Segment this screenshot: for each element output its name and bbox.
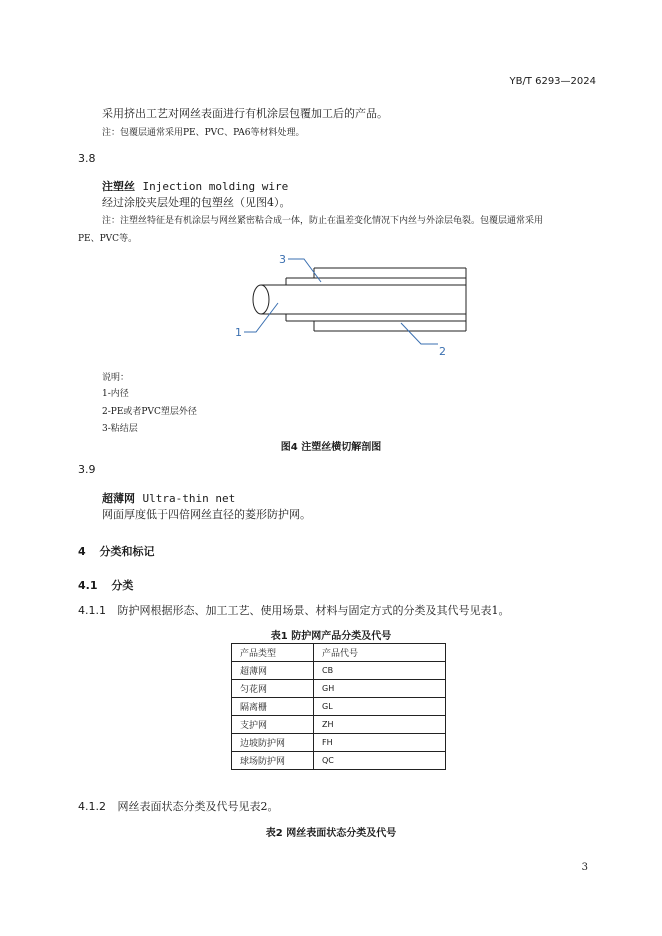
product-type-cell: 超薄网 [232, 662, 314, 680]
callout-1-label: 1 [235, 326, 242, 339]
section-4-1-number: 4.1 [78, 579, 98, 592]
section-4-1-heading [78, 577, 133, 593]
definition-3-9: 网面厚度低于四倍网丝直径的菱形防护网。 [102, 508, 311, 521]
table-1-caption: 表1 防护网产品分类及代号 [270, 631, 392, 642]
product-code-cell: GH [314, 680, 446, 698]
intro-definition: 采用挤出工艺对网丝表面进行有机涂层包覆加工后的产品。 [102, 107, 388, 120]
figure-4-legend-title: 说明： [102, 373, 130, 383]
product-type-cell: 匀花网 [232, 680, 314, 698]
section-4-1-2-text: 网丝表面状态分类及代号见表2。 [117, 800, 279, 813]
section-4-1-title: 分类 [111, 579, 134, 592]
product-type-cell: 球场防护网 [232, 752, 314, 770]
table-row [232, 752, 446, 770]
callout-3-label: 3 [279, 253, 286, 266]
figure-4-legend-2: 2-PE或者PVC塑层外径 [102, 407, 197, 417]
section-4-1-1 [78, 602, 510, 618]
doc-code: YB/T 6293—2024 [509, 76, 596, 87]
section-3-9-number: 3.9 [78, 463, 96, 476]
term-3-8-en: Injection molding wire [142, 180, 289, 193]
callout-2-label: 2 [439, 345, 446, 358]
table-2-caption: 表2 网丝表面状态分类及代号 [265, 828, 397, 839]
product-type-cell: 支护网 [232, 716, 314, 734]
note-3-8-line1: 注：注塑丝特征是有机涂层与网丝紧密粘合成一体，防止在温差变化情况下内丝与外涂层龟裂。包覆层通常采用 [102, 216, 544, 226]
product-code-cell: ZH [314, 716, 446, 734]
product-code-cell: GL [314, 698, 446, 716]
page-number: 3 [581, 862, 588, 873]
section-4-1-2 [78, 798, 279, 814]
section-4-heading [78, 543, 155, 559]
table-row [232, 698, 446, 716]
table-header-row [232, 644, 446, 662]
section-4-number: 4 [78, 545, 86, 558]
section-4-1-2-number: 4.1.2 [78, 800, 106, 813]
section-4-1-1-number: 4.1.1 [78, 604, 106, 617]
callout-1-leader [244, 303, 278, 332]
term-3-8 [102, 178, 288, 194]
table-row [232, 716, 446, 734]
term-3-9-cn: 超薄网 [102, 492, 135, 505]
term-3-9 [102, 490, 235, 506]
table-1 [231, 643, 446, 770]
note-3-8-line2: PE、PVC等。 [78, 234, 138, 244]
figure-4-legend-3: 3-粘结层 [102, 424, 138, 434]
core-cross-section [253, 285, 269, 314]
table-row [232, 680, 446, 698]
product-code-cell: FH [314, 734, 446, 752]
table-row [232, 734, 446, 752]
figure-4-diagram [226, 248, 476, 358]
table-header-cell: 产品代号 [314, 644, 446, 662]
table-row [232, 662, 446, 680]
product-code-cell: CB [314, 662, 446, 680]
product-type-cell: 边坡防护网 [232, 734, 314, 752]
table-header-cell: 产品类型 [232, 644, 314, 662]
term-3-9-en: Ultra-thin net [142, 492, 236, 505]
term-3-8-cn: 注塑丝 [102, 180, 135, 193]
callout-3-leader [288, 259, 321, 282]
section-4-title: 分类和标记 [99, 545, 155, 558]
section-4-1-1-text: 防护网根据形态、加工工艺、使用场景、材料与固定方式的分类及其代号见表1。 [117, 604, 510, 617]
intro-note: 注：包覆层通常采用PE、PVC、PA6等材料处理。 [102, 128, 305, 138]
definition-3-8: 经过涂胶夹层处理的包塑丝（见图4）。 [102, 196, 291, 209]
figure-4-caption: 图4 注塑丝横切解剖图 [280, 442, 382, 453]
product-type-cell: 隔离栅 [232, 698, 314, 716]
figure-4-legend-1: 1-内径 [102, 389, 129, 399]
section-3-8-number: 3.8 [78, 152, 96, 165]
product-code-cell: QC [314, 752, 446, 770]
callout-2-leader [401, 323, 438, 344]
